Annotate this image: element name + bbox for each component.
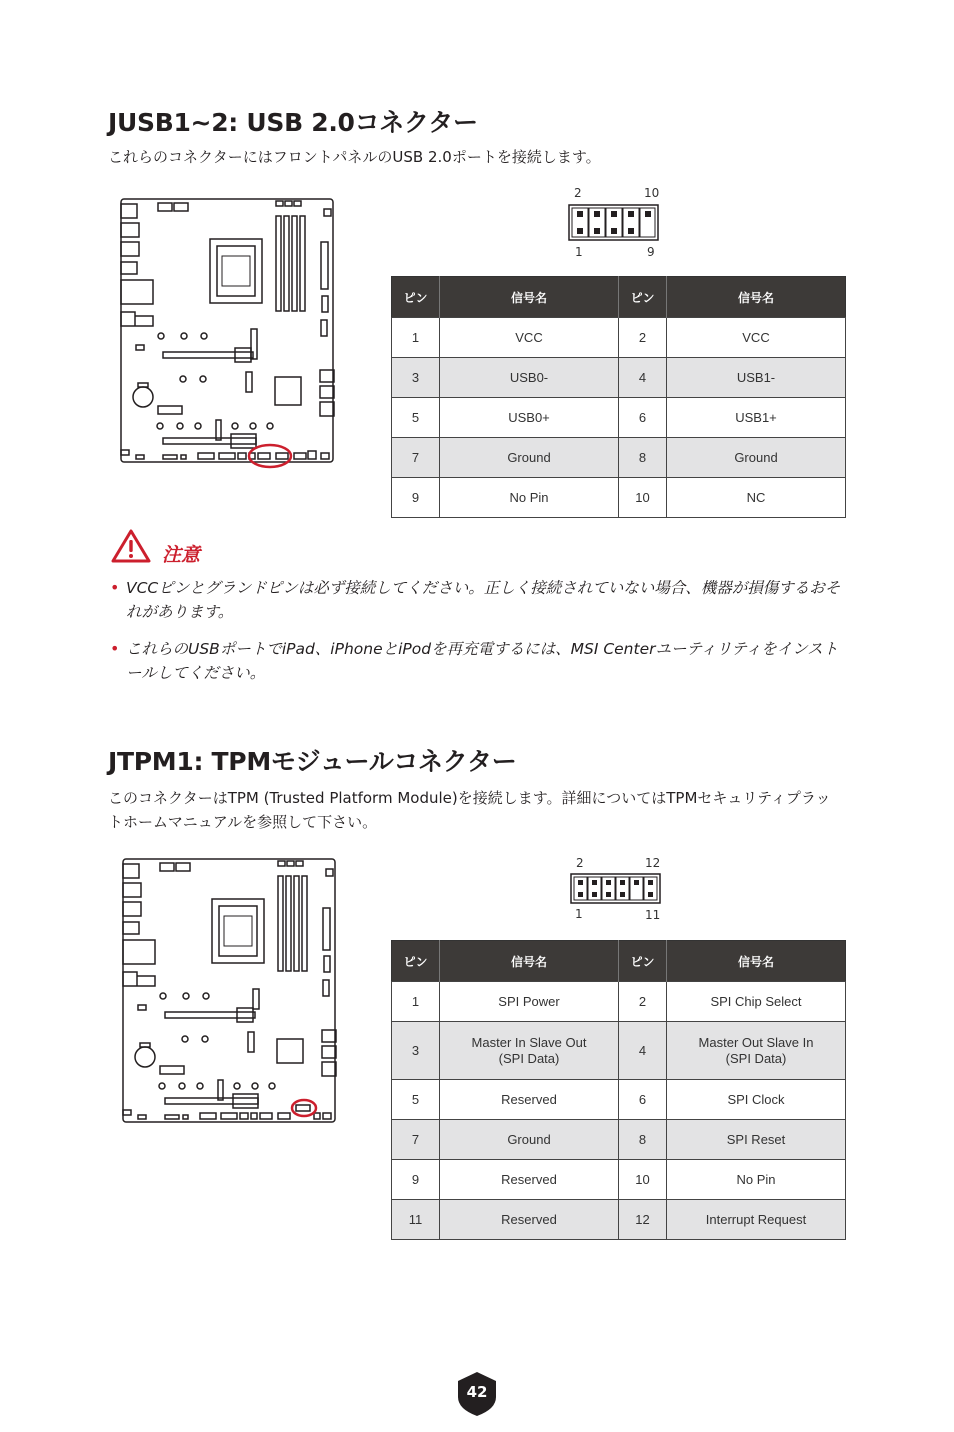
pin-label-bottom-left: 1	[575, 245, 583, 259]
table-row	[392, 398, 846, 438]
header-signal: 信号名	[667, 941, 846, 982]
pin-label-top-right: 10	[644, 186, 660, 200]
header-pin: ピン	[392, 277, 440, 318]
signal-cell: No Pin	[440, 478, 619, 518]
signal-cell: Interrupt Request	[667, 1200, 846, 1240]
pin-cell: 2	[619, 982, 667, 1022]
motherboard-diagram-jtpm	[120, 856, 340, 1128]
header-signal: 信号名	[440, 277, 619, 318]
pin-cell: 4	[619, 358, 667, 398]
signal-cell: Reserved	[440, 1200, 619, 1240]
signal-cell: Ground	[440, 438, 619, 478]
pin-cell: 6	[619, 1080, 667, 1120]
section-description-jtpm: このコネクターはTPM (Trusted Platform Module)を接続します。詳細についてはTPMセキュリティプラットホームマニュアルを参照して下さい。	[108, 789, 831, 831]
caution-item: • これらのUSBポートでiPad、iPhoneとiPodを再充電するには、MSI Centerユーティリティをインストールしてください。	[110, 637, 845, 685]
pin-cell: 8	[619, 1120, 667, 1160]
table-row	[392, 1120, 846, 1160]
signal-cell: No Pin	[667, 1160, 846, 1200]
motherboard-diagram-jusb	[118, 196, 338, 471]
header-signal: 信号名	[440, 941, 619, 982]
signal-cell: USB1-	[667, 358, 846, 398]
pin-cell: 7	[392, 438, 440, 478]
signal-cell: Reserved	[440, 1080, 619, 1120]
signal-cell: SPI Clock	[667, 1080, 846, 1120]
pin-cell: 5	[392, 1080, 440, 1120]
table-header-row	[392, 277, 846, 318]
signal-cell: SPI Power	[440, 982, 619, 1022]
signal-cell: Reserved	[440, 1160, 619, 1200]
signal-cell: Master In Slave Out (SPI Data)	[440, 1022, 619, 1080]
pin-cell: 7	[392, 1120, 440, 1160]
table-header-row	[392, 941, 846, 982]
tpm-pin-header-diagram	[570, 873, 662, 905]
signal-cell: SPI Reset	[667, 1120, 846, 1160]
pin-cell: 3	[392, 1022, 440, 1080]
pin-cell: 8	[619, 438, 667, 478]
pin-cell: 10	[619, 1160, 667, 1200]
header-signal: 信号名	[667, 277, 846, 318]
section-title-jusb: JUSB1~2: USB 2.0コネクター	[108, 108, 478, 137]
caution-list	[110, 576, 845, 698]
pin-cell: 12	[619, 1200, 667, 1240]
usb-pin-table	[391, 276, 846, 518]
pin-cell: 9	[392, 1160, 440, 1200]
table-row	[392, 1022, 846, 1080]
pin-label-bottom-right: 9	[647, 245, 655, 259]
caution-heading: 注意	[162, 544, 201, 566]
signal-cell: USB1+	[667, 398, 846, 438]
warning-icon	[110, 528, 152, 564]
signal-cell: USB0-	[440, 358, 619, 398]
pin-cell: 6	[619, 398, 667, 438]
signal-cell: SPI Chip Select	[667, 982, 846, 1022]
pin-cell: 9	[392, 478, 440, 518]
pin-cell: 11	[392, 1200, 440, 1240]
pin-cell: 3	[392, 358, 440, 398]
signal-cell: VCC	[440, 318, 619, 358]
page-number: 42	[466, 1383, 488, 1401]
section-description-jusb: これらのコネクターにはフロントパネルのUSB 2.0ポートを接続します。	[108, 148, 601, 166]
signal-cell: VCC	[667, 318, 846, 358]
table-row	[392, 1160, 846, 1200]
signal-cell: Ground	[440, 1120, 619, 1160]
header-pin: ピン	[619, 277, 667, 318]
table-row	[392, 318, 846, 358]
usb-pin-header-diagram	[568, 204, 660, 242]
table-row	[392, 1080, 846, 1120]
table-row	[392, 438, 846, 478]
signal-cell: USB0+	[440, 398, 619, 438]
table-row	[392, 478, 846, 518]
table-row	[392, 1200, 846, 1240]
section-title-jtpm: JTPM1: TPMモジュールコネクター	[108, 747, 517, 776]
pin-label-bottom-right: 11	[645, 908, 661, 922]
pin-cell: 5	[392, 398, 440, 438]
pin-cell: 10	[619, 478, 667, 518]
pin-cell: 1	[392, 318, 440, 358]
tpm-pin-table	[391, 940, 846, 1240]
header-pin: ピン	[619, 941, 667, 982]
pin-label-bottom-left: 1	[575, 907, 583, 921]
table-row	[392, 358, 846, 398]
pin-cell: 2	[619, 318, 667, 358]
pin-label-top-left: 2	[576, 856, 584, 870]
pin-label-top-right: 12	[645, 856, 661, 870]
pin-label-top-left: 2	[574, 186, 582, 200]
signal-cell: Master Out Slave In (SPI Data)	[667, 1022, 846, 1080]
signal-cell: Ground	[667, 438, 846, 478]
pin-cell: 4	[619, 1022, 667, 1080]
header-pin: ピン	[392, 941, 440, 982]
signal-cell: NC	[667, 478, 846, 518]
pin-cell: 1	[392, 982, 440, 1022]
caution-item: • VCCピンとグランドピンは必ず接続してください。正しく接続されていない場合、機器が損傷するおそれがあります。	[110, 576, 845, 624]
table-row	[392, 982, 846, 1022]
